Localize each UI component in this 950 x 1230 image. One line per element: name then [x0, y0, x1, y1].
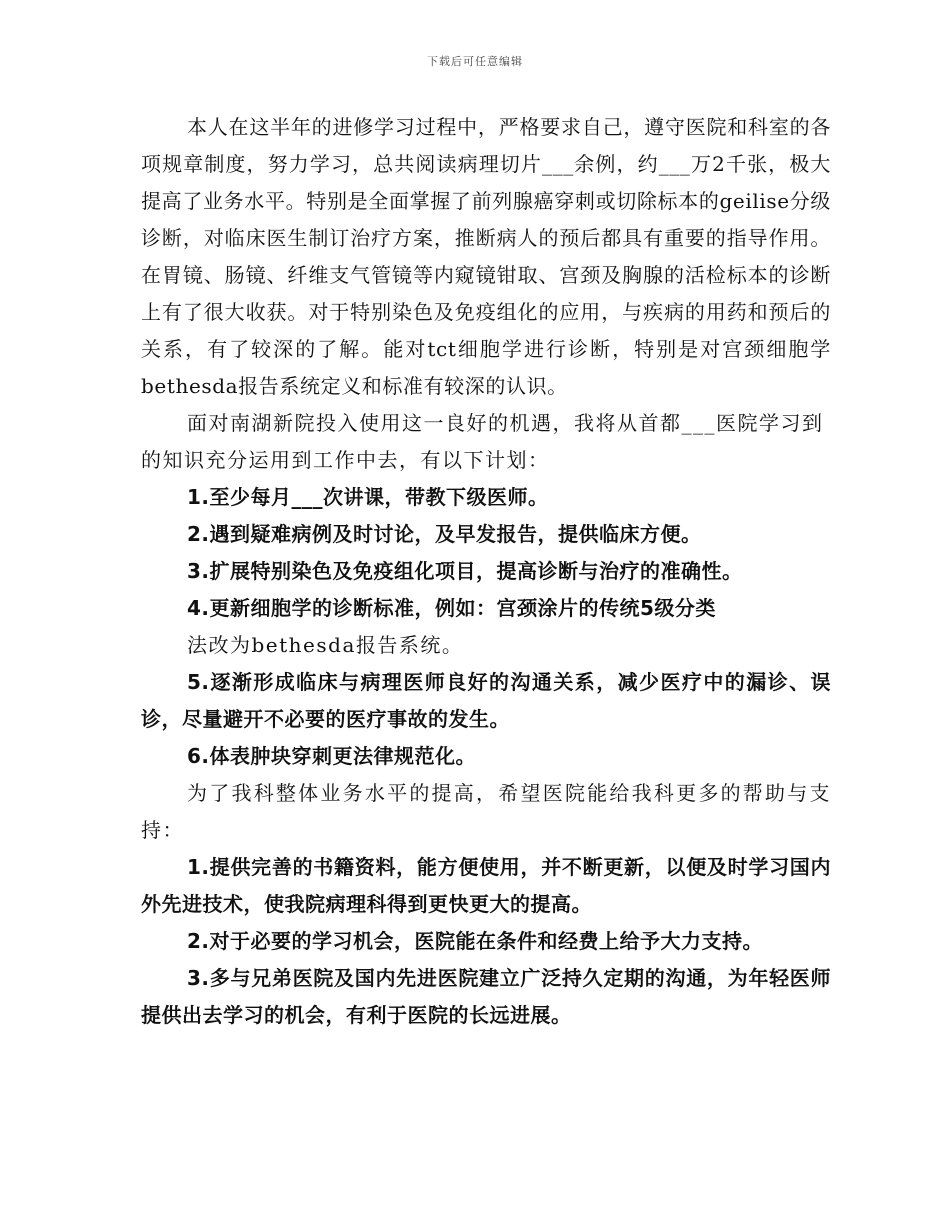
plan-item-4: 4.更新细胞学的诊断标准，例如：宫颈涂片的传统5级分类: [187, 596, 716, 620]
plan-item-2: 2.遇到疑难病例及时讨论，及早发报告，提供临床方便。: [187, 522, 702, 546]
support-item-2: 2.对于必要的学习机会，医院能在条件和经费上给予大力支持。: [187, 929, 764, 953]
plan-item-1: 1.至少每月___次讲课，带教下级医师。: [187, 485, 549, 509]
support-item-3: 3.多与兄弟医院及国内先进医院建立广泛持久定期的沟通，为年轻医师提供出去学习的机会，有利于医院的长远进展。: [141, 966, 831, 1027]
plan-item-6: 6.体表肿块穿刺更法律规范化。: [187, 744, 477, 768]
intro-paragraph: 本人在这半年的进修学习过程中，严格要求自己，遵守医院和科室的各项规章制度，努力学习，总共阅读病理切片___余例，约___万2千张，极大提高了业务水平。特别是全面掌握了前列腺癌穿刺或切除标本的geilise分级诊断，对临床医生制订治疗方案，推断病人的预后都具有重要的指导作用。在胃镜、肠镜、纤维支气管镜等内窥镜钳取、宫颈及胸腺的活检标本的诊断上有了很大收获。对于特别染色及免疫组化的应用，与疾病的用药和预后的关系，有了较深的了解。能对tct细胞学进行诊断，特别是对宫颈细胞学bethesda报告系统定义和标准有较深的认识。: [141, 115, 831, 398]
plan-item-4-continuation: 法改为bethesda报告系统。: [187, 633, 464, 657]
support-intro-paragraph: 为了我科整体业务水平的提高，希望医院能给我科更多的帮助与支持：: [141, 781, 831, 842]
document-body: [141, 109, 831, 1034]
plan-intro-paragraph: 面对南湖新院投入使用这一良好的机遇，我将从首都___医院学习到的知识充分运用到工作中去，有以下计划：: [141, 411, 824, 472]
plan-item-3: 3.扩展特别染色及免疫组化项目，提高诊断与治疗的准确性。: [187, 559, 743, 583]
page-header-note: 下载后可任意编辑: [427, 55, 523, 68]
plan-item-5: 5.逐渐形成临床与病理医师良好的沟通关系，减少医疗中的漏诊、误诊，尽量避开不必要的医疗事故的发生。: [141, 670, 831, 731]
support-item-1: 1.提供完善的书籍资料，能方便使用，并不断更新，以便及时学习国内外先进技术，使我院病理科得到更快更大的提高。: [141, 855, 831, 916]
